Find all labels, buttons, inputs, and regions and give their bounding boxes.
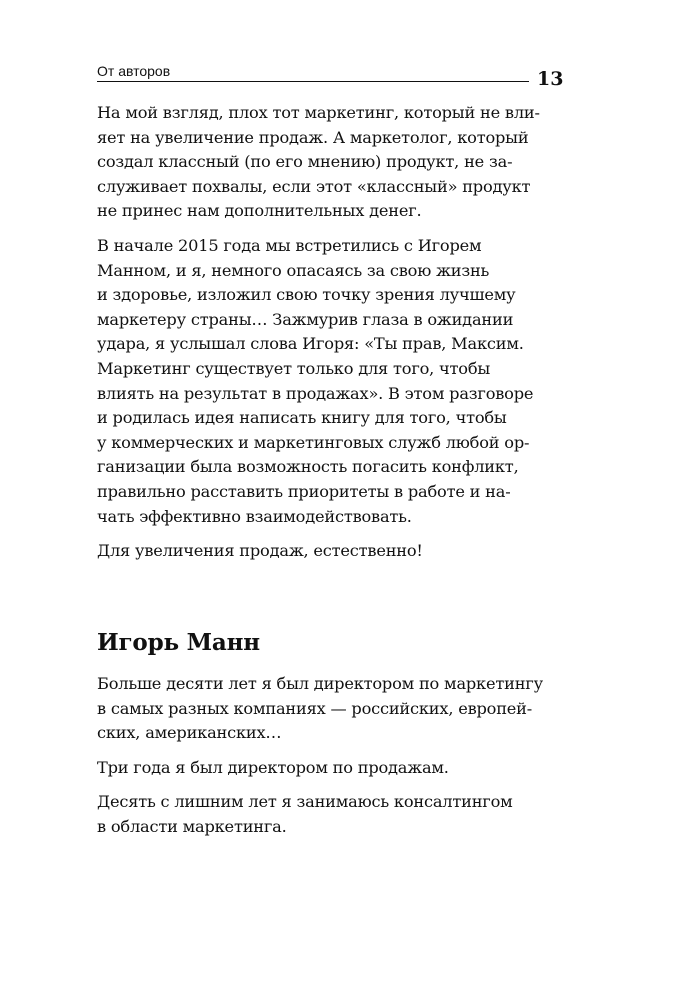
text-line: и здоровье, изложил свою точку зрения лучшему bbox=[97, 285, 516, 305]
text-line: создал классный (по его мнению) продукт, не за- bbox=[97, 152, 513, 172]
header-rule bbox=[97, 81, 529, 82]
paragraph bbox=[97, 756, 547, 781]
intro-text bbox=[97, 101, 547, 574]
text-line: Больше десяти лет я был директором по маркетингу bbox=[97, 674, 543, 693]
text-line: в области маркетинга. bbox=[97, 816, 287, 836]
text-line: не принес нам дополнительных денег. bbox=[97, 201, 422, 221]
page-number: 13 bbox=[537, 68, 564, 90]
paragraph bbox=[97, 790, 547, 839]
paragraph bbox=[97, 539, 547, 564]
text-line: и родилась идея написать книгу для того, чтобы bbox=[97, 408, 507, 428]
text-line: влиять на результат в продажах». В этом разговоре bbox=[97, 383, 534, 403]
text-line: Маркетинг существует только для того, чтобы bbox=[97, 358, 491, 378]
section-title: Игорь Манн bbox=[97, 629, 260, 656]
text-line: чать эффективно взаимодействовать. bbox=[97, 506, 412, 526]
paragraph bbox=[97, 672, 547, 746]
text-line: На мой взгляд, плох тот маркетинг, который не вли- bbox=[97, 103, 540, 122]
section-text bbox=[97, 672, 547, 850]
text-line: удара, я услышал слова Игоря: «Ты прав, Максим. bbox=[97, 334, 524, 354]
text-line: у коммерческих и маркетинговых служб любой ор- bbox=[97, 432, 530, 452]
text-line: яет на увеличение продаж. А маркетолог, который bbox=[97, 127, 529, 147]
text-line: правильно расставить приоритеты в работе и на- bbox=[97, 481, 511, 501]
text-line: Манном, и я, немного опасаясь за свою жизнь bbox=[97, 260, 490, 280]
text-line: маркетеру страны… Зажмурив глаза в ожидании bbox=[97, 309, 514, 329]
running-title: От авторов bbox=[97, 63, 171, 79]
paragraph bbox=[97, 234, 547, 529]
text-line: Три года я был директором по продажам. bbox=[97, 757, 449, 777]
text-line: В начале 2015 года мы встретились с Игорем bbox=[97, 235, 482, 255]
text-line: служивает похвалы, если этот «классный» продукт bbox=[97, 176, 531, 196]
text-line: в самых разных компаниях — российских, европей- bbox=[97, 698, 533, 718]
text-line: Для увеличения продаж, естественно! bbox=[97, 541, 423, 561]
text-line: Десять с лишним лет я занимаюсь консалтингом bbox=[97, 792, 513, 812]
paragraph bbox=[97, 101, 547, 224]
text-line: ганизации была возможность погасить конфликт, bbox=[97, 457, 519, 477]
text-line: ских, американских… bbox=[97, 723, 282, 743]
